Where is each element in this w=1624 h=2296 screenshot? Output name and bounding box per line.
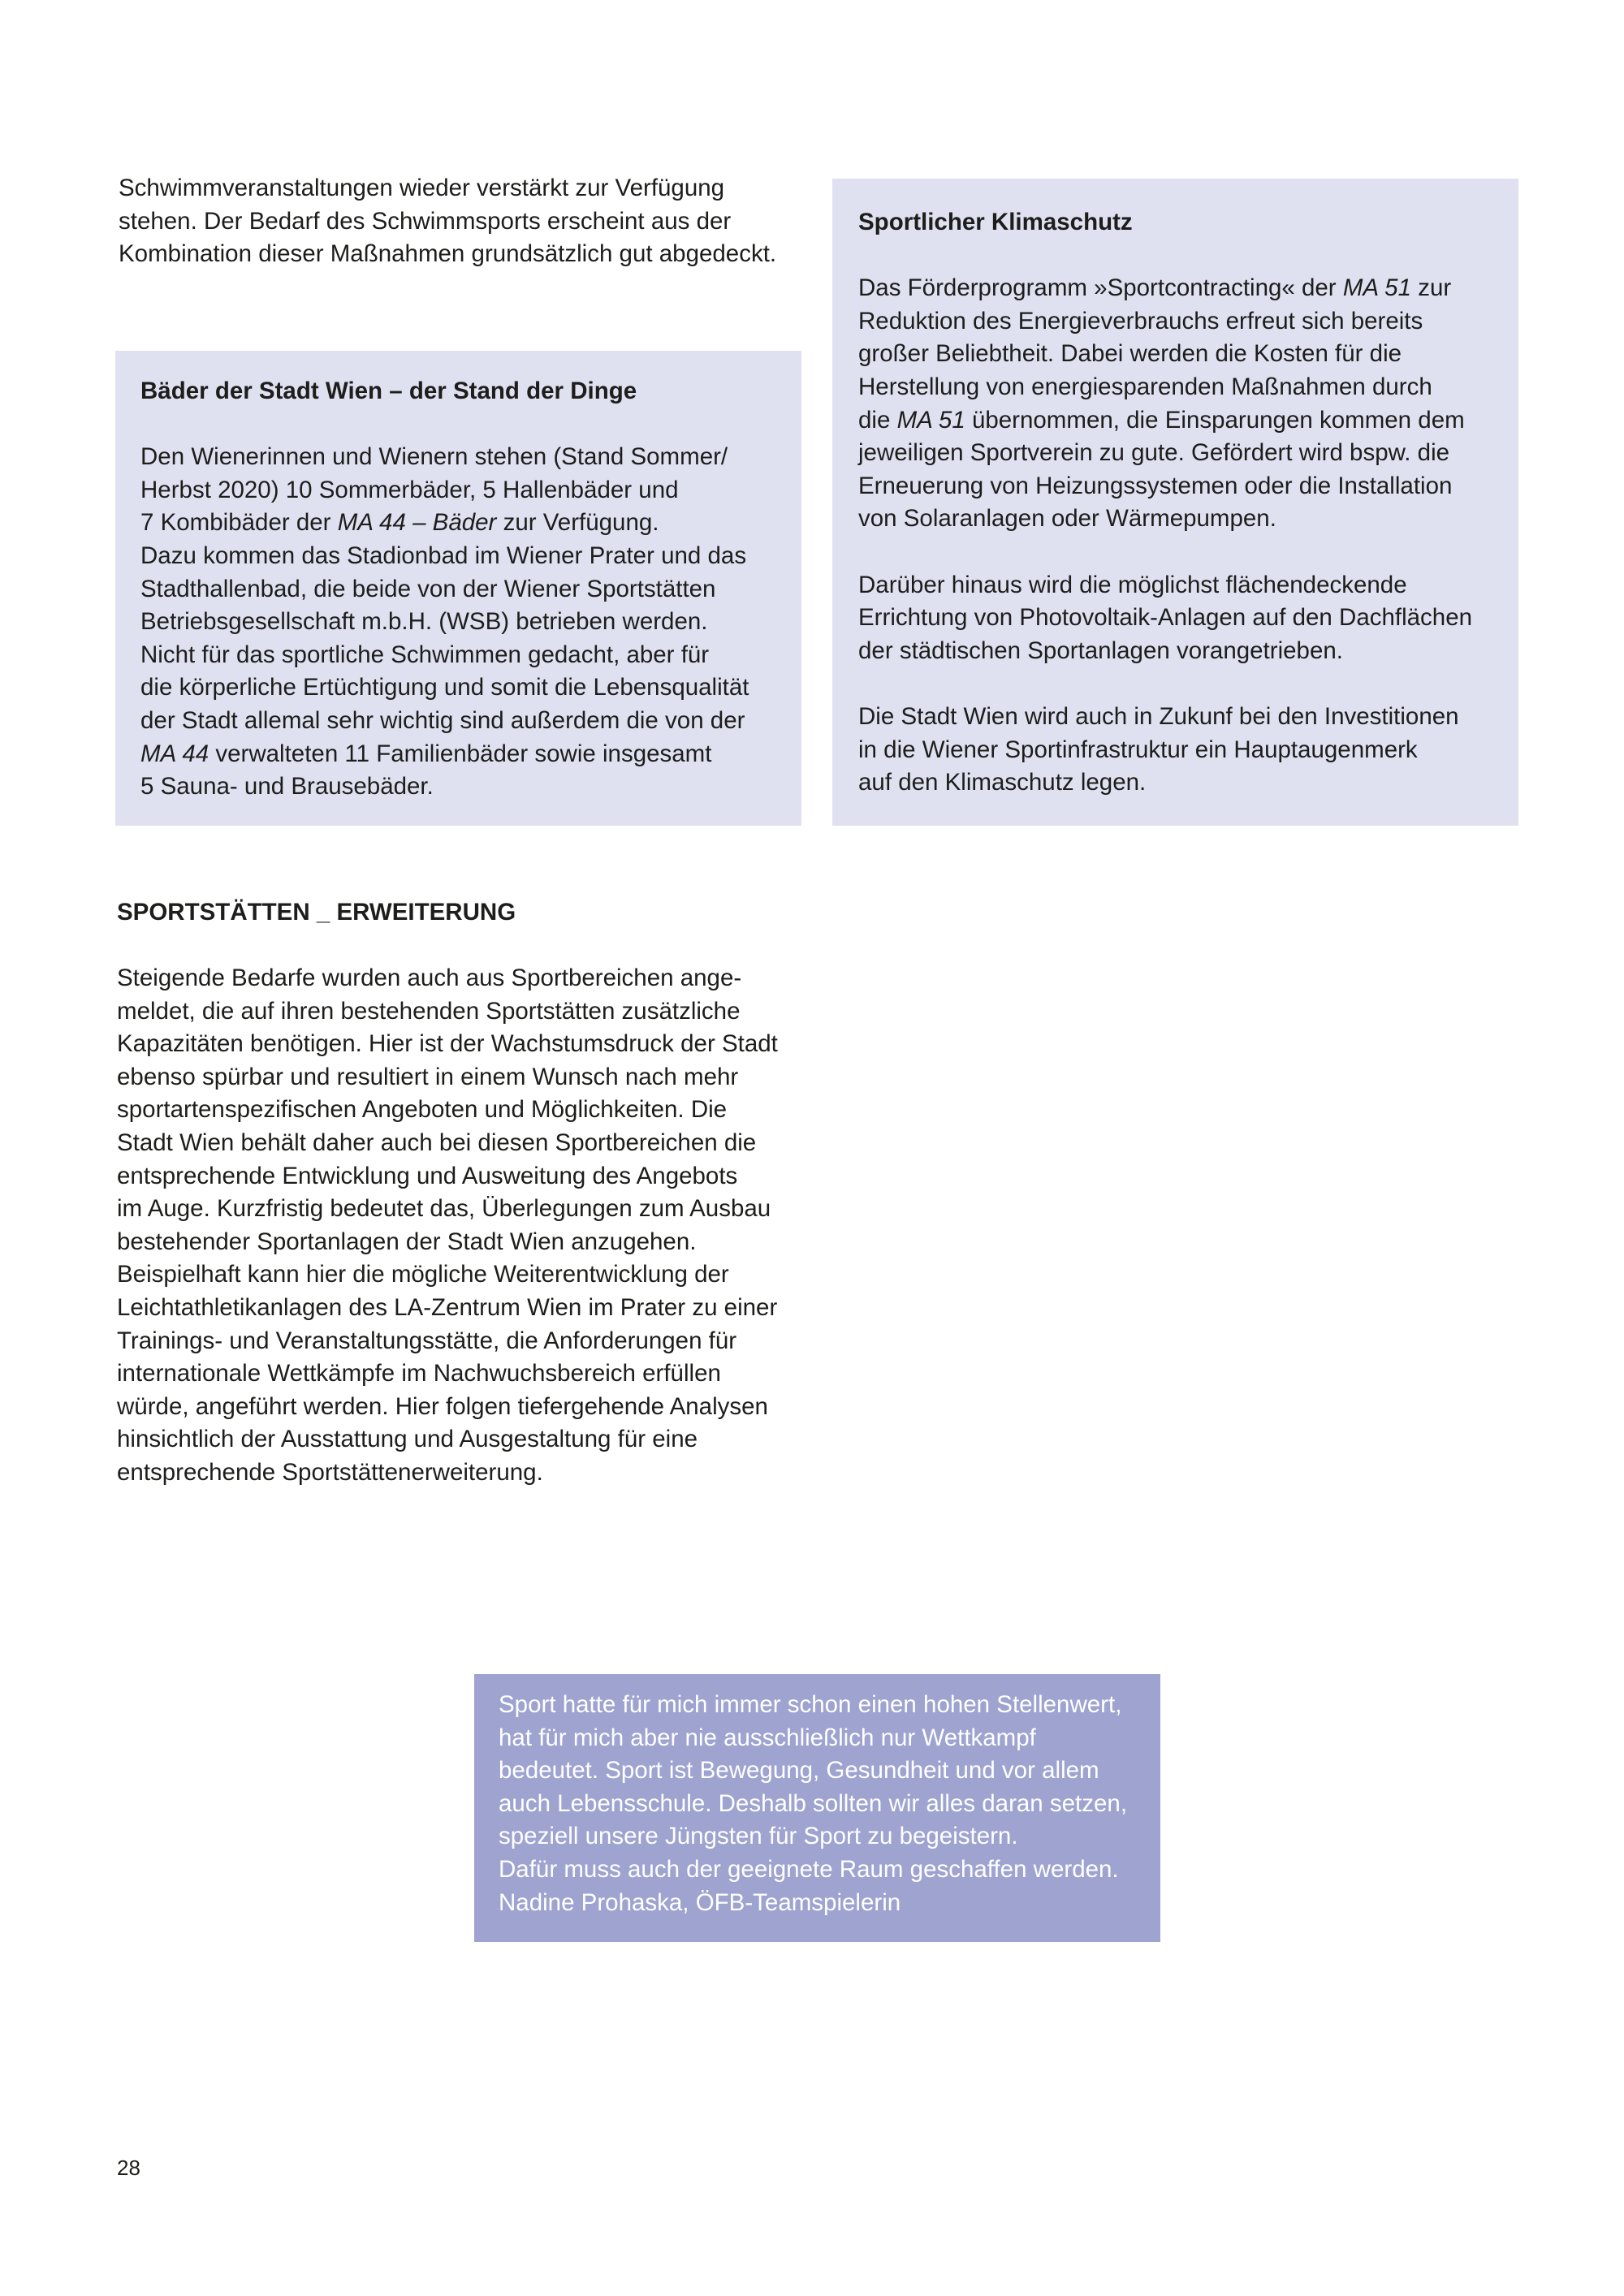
text-line: Stadt Wien behält daher auch bei diesen Sportbereichen die: [117, 1129, 757, 1156]
paragraph-gap: [140, 408, 775, 442]
text-line: in die Wiener Sportinfrastruktur ein Hauptaugenmerk: [858, 736, 1418, 763]
text-line: Schwimmveranstaltungen wieder verstärkt zur Verfügung: [119, 175, 725, 201]
text-run: Das Förderprogramm »Sportcontracting« der: [858, 274, 1343, 302]
text-line: Herstellung von energiesparenden Maßnahmen durch: [858, 373, 1432, 400]
text-line: bestehender Sportanlagen der Stadt Wien anzugehen.: [117, 1228, 697, 1255]
box-title: Sportlicher Klimaschutz: [858, 209, 1133, 235]
text-line: Steigende Bedarfe wurden auch aus Sportbereichen ange-: [117, 965, 742, 991]
quote-author: Nadine Prohaska, ÖFB-Teamspielerin: [499, 1888, 901, 1916]
box-title: Bäder der Stadt Wien – der Stand der Dinge: [140, 378, 637, 404]
text-line: entsprechende Sportstättenerweiterung.: [117, 1458, 543, 1486]
text-line: Trainings- und Veranstaltungsstätte, die Anforderungen für: [117, 1327, 737, 1354]
text-line: die körperliche Ertüchtigung und somit die Lebensqualität: [140, 674, 749, 701]
text-line: Kombination dieser Maßnahmen grundsätzlich gut abgedeckt.: [119, 240, 777, 268]
text-run: 7 Kombibäder der: [140, 509, 338, 537]
text-line: Den Wienerinnen und Wienern stehen (Stand Sommer/: [140, 443, 728, 471]
text-line: Beispielhaft kann hier die mögliche Weiterentwicklung der: [117, 1261, 729, 1288]
text-line: Erneuerung von Heizungssystemen oder die Installation: [858, 472, 1453, 499]
italic-run: MA 51: [896, 406, 965, 434]
paragraph-gap: [858, 667, 1492, 701]
text-line: Leichtathletikanlagen des LA-Zentrum Wien im Prater zu einer: [117, 1293, 778, 1321]
section-heading: SPORTSTÄTTEN _ ERWEITERUNG: [117, 899, 516, 926]
text-line: 5 Sauna- und Brausebäder.: [140, 773, 434, 801]
paragraph-gap: [858, 240, 1492, 273]
text-run: die: [858, 406, 897, 434]
quote-line: speziell unsere Jüngsten für Sport zu begeistern.: [499, 1823, 1018, 1850]
text-line: großer Beliebtheit. Dabei werden die Kosten für die: [858, 340, 1402, 368]
text-line: Nicht für das sportliche Schwimmen gedacht, aber für: [140, 641, 710, 668]
text-line: Stadthallenbad, die beide von der Wiener Sportstätten: [140, 575, 716, 602]
quote-line: hat für mich aber nie ausschließlich nur Wettkampf: [499, 1724, 1036, 1751]
italic-run: MA 51: [1342, 274, 1411, 302]
quote-line: Sport hatte für mich immer schon einen hohen Stellenwert,: [499, 1691, 1122, 1718]
quote-box: [474, 1674, 1160, 1942]
section-body: [117, 962, 815, 1490]
text-line: entsprechende Entwicklung und Ausweitung des Angebots: [117, 1162, 738, 1189]
text-line: der städtischen Sportanlagen vorangetrieben.: [858, 637, 1343, 664]
text-line: Herbst 2020) 10 Sommerbäder, 5 Hallenbäder und: [140, 476, 679, 503]
quote-line: Dafür muss auch der geeignete Raum geschaffen werden.: [499, 1855, 1119, 1883]
quote-line: bedeutet. Sport ist Bewegung, Gesundheit und vor allem: [499, 1757, 1099, 1785]
text-line: würde, angeführt werden. Hier folgen tiefergehende Analysen: [117, 1392, 768, 1420]
text-line: stehen. Der Bedarf des Schwimmsports erscheint aus der: [119, 207, 732, 235]
text-line: meldet, die auf ihren bestehenden Sportstätten zusätzliche: [117, 997, 741, 1025]
text-line: Darüber hinaus wird die möglichst flächendeckende: [858, 571, 1407, 598]
page-number: 28: [117, 2156, 140, 2180]
text-line: im Auge. Kurzfristig bedeutet das, Überlegungen zum Ausbau: [117, 1195, 771, 1223]
text-line: internationale Wettkämpfe im Nachwuchsbereich erfüllen: [117, 1360, 721, 1388]
text-line: [858, 404, 1492, 438]
text-line: Reduktion des Energieverbrauchs erfreut sich bereits: [858, 307, 1423, 334]
baeder-info-box: [115, 351, 801, 826]
text-line: sportartenspezifischen Angeboten und Möglichkeiten. Die: [117, 1096, 728, 1124]
text-line: Errichtung von Photovoltaik-Anlagen auf den Dachflächen: [858, 604, 1473, 632]
text-run: zur: [1411, 274, 1452, 302]
text-line: der Stadt allemal sehr wichtig sind außerdem die von der: [140, 706, 745, 734]
text-line: hinsichtlich der Ausstattung und Ausgestaltung für eine: [117, 1426, 698, 1453]
paragraph-gap: [858, 536, 1492, 569]
quote-line: auch Lebensschule. Deshalb sollten wir alles daran setzen,: [499, 1789, 1128, 1817]
text-line: Die Stadt Wien wird auch in Zukunf bei den Investitionen: [858, 702, 1459, 730]
text-run: verwalteten 11 Familienbäder sowie insgesamt: [209, 740, 712, 767]
text-line: ebenso spürbar und resultiert in einem Wunsch nach mehr: [117, 1063, 739, 1090]
italic-run: MA 44 – Bäder: [337, 509, 497, 537]
text-line: [140, 738, 775, 771]
text-line: Kapazitäten benötigen. Hier ist der Wachstumsdruck der Stadt: [117, 1030, 778, 1058]
text-line: [140, 507, 775, 540]
text-line: Dazu kommen das Stadionbad im Wiener Prater und das: [140, 542, 747, 569]
text-line: [858, 272, 1492, 305]
intro-paragraph: [119, 172, 793, 271]
text-line: auf den Klimaschutz legen.: [858, 769, 1147, 796]
text-line: Betriebsgesellschaft m.b.H. (WSB) betrieben werden.: [140, 608, 708, 636]
text-line: von Solaranlagen oder Wärmepumpen.: [858, 505, 1276, 533]
klimaschutz-info-box: [832, 179, 1518, 826]
italic-run: MA 44: [140, 740, 209, 767]
text-run: übernommen, die Einsparungen kommen dem: [965, 406, 1465, 434]
text-line: jeweiligen Sportverein zu gute. Gefördert wird bspw. die: [858, 439, 1450, 467]
text-run: zur Verfügung.: [496, 509, 659, 537]
